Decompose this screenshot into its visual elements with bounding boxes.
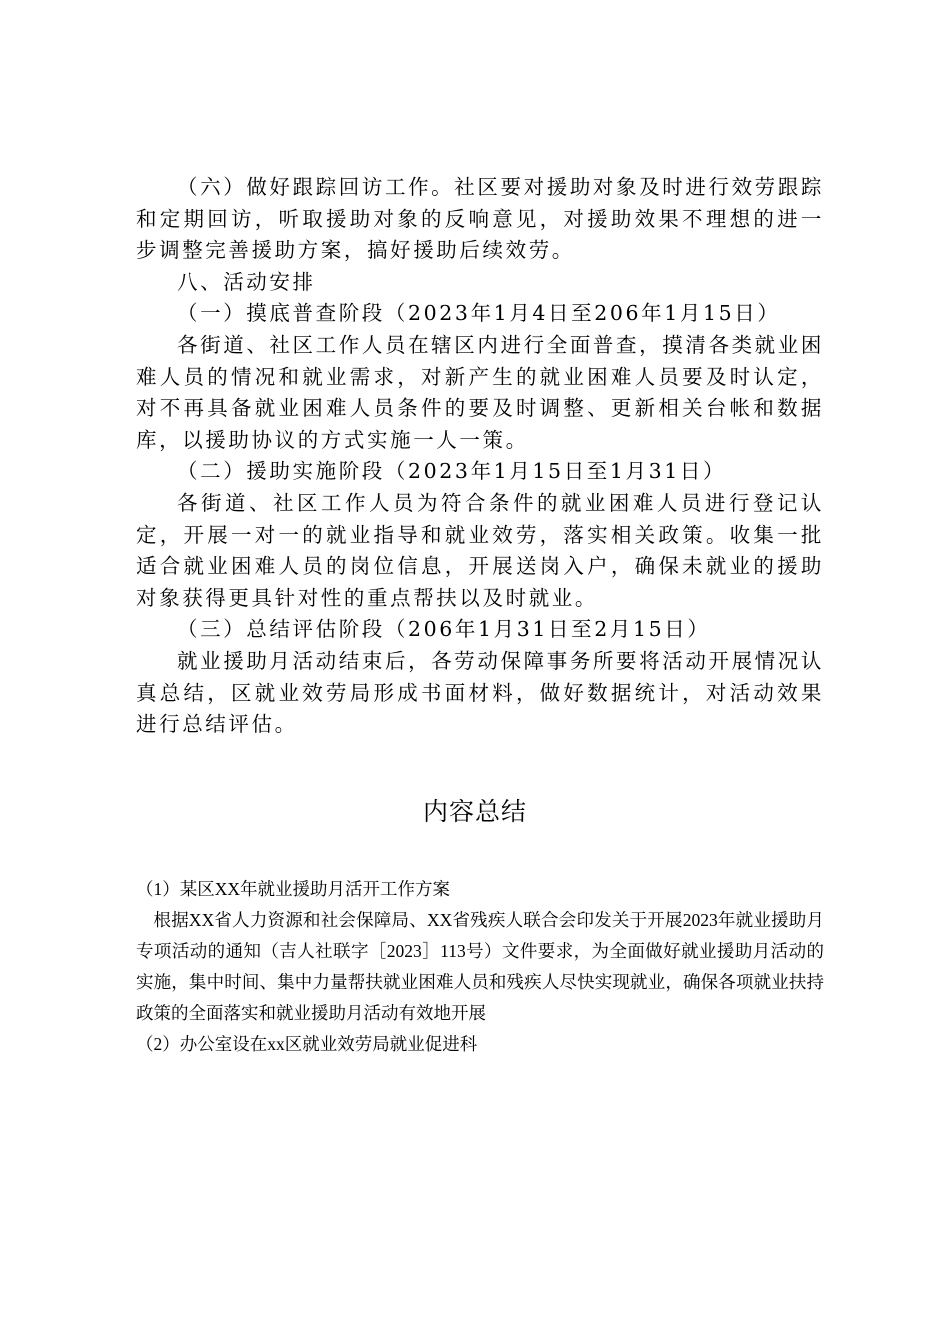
summary-heading: 内容总结 bbox=[422, 797, 527, 826]
summary-item-1: （1）某区XX年就业援助月活开工作方案 bbox=[136, 879, 451, 899]
stage-heading-evaluation: （三）总结评估阶段（206年1月31日至2月15日） bbox=[177, 617, 711, 642]
summary-item-detail: 根据XX省人力资源和社会保障局、XX省残疾人联合会印发关于开展2023年就业援助月专项活动的通知（吉人社联字［2023］113号）文件要求，为全面做好就业援助月活动的实施，集中时间、集中力量帮扶就业困难人员和残疾人尽快实现就业，确保各项就业扶持政策的全面落实和就业援助月活动有效地开展 bbox=[136, 910, 824, 1023]
body-text bbox=[136, 172, 824, 741]
paragraph-follow-up-work: （六）做好跟踪回访工作。社区要对援助对象及时进行效劳跟踪和定期回访，听取援助对象的反响意见，对援助效果不理想的进一步调整完善援助方案，搞好援助后续效劳。 bbox=[136, 175, 824, 263]
section-heading-activity-arrangement: 八、活动安排 bbox=[177, 269, 316, 294]
paragraph-evaluation: 就业援助月活动结束后，各劳动保障事务所要将活动开展情况认真总结，区就业效劳局形成书面材料，做好数据统计，对活动效果进行总结评估。 bbox=[136, 648, 824, 737]
stage-heading-implementation: （二）援助实施阶段（2023年1月15日至1月31日） bbox=[177, 459, 727, 484]
paragraph-implementation: 各街道、社区工作人员为符合条件的就业困难人员进行登记认定，开展一对一的就业指导和就业效劳，落实相关政策。收集一批适合就业困难人员的岗位信息，开展送岗入户，确保未就业的援助对象获得更具针对性的重点帮扶以及时就业。 bbox=[136, 490, 824, 610]
paragraph-survey: 各街道、社区工作人员在辖区内进行全面普查，摸清各类就业困难人员的情况和就业需求，对新产生的就业困难人员要及时认定，对不再具备就业困难人员条件的要及时调整、更新相关台帐和数据库，以援助协议的方式实施一人一策。 bbox=[136, 332, 824, 452]
stage-heading-survey: （一）摸底普查阶段（2023年1月4日至206年1月15日） bbox=[177, 301, 781, 326]
summary-list bbox=[136, 874, 824, 1060]
summary-item-2: （2）办公室设在xx区就业效劳局就业促进科 bbox=[136, 1034, 478, 1054]
